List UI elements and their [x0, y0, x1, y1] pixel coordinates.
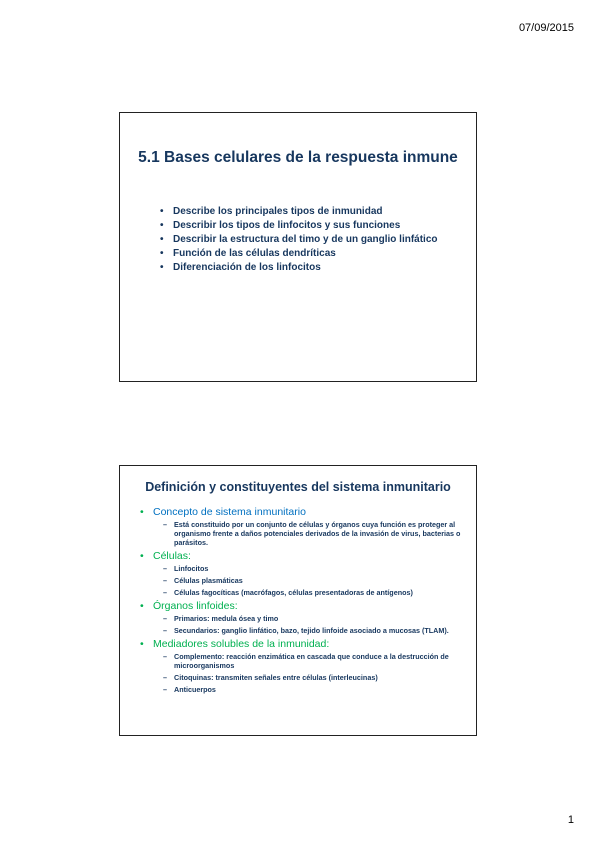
bullet-icon: •	[140, 550, 144, 562]
section-heading: Órganos linfoides:	[153, 600, 238, 612]
list-item: • Describe los principales tipos de inmunidad	[160, 205, 476, 219]
sub-list	[163, 614, 462, 635]
dash-icon: –	[163, 652, 167, 661]
sub-list	[163, 652, 462, 694]
list-item: • Función de las células dendríticas	[160, 247, 476, 261]
slide-2-title: Definición y constituyentes del sistema inmunitario	[145, 480, 451, 494]
section-heading: Mediadores solubles de la inmunidad:	[153, 638, 330, 650]
list-item: – Primarios: medula ósea y timo	[163, 614, 279, 623]
dash-icon: –	[163, 576, 167, 585]
slide-1-bullet-list	[160, 205, 476, 275]
list-item: • Diferenciación de los linfocitos	[160, 261, 476, 275]
section-concepto	[140, 506, 462, 547]
sub-list	[163, 520, 462, 547]
dash-icon: –	[163, 520, 167, 529]
sub-list	[163, 564, 462, 597]
section-mediadores	[140, 638, 462, 694]
page-number: 1	[567, 814, 574, 826]
list-item: – Células fagocíticas (macrófagos, células presentadoras de antígenos)	[163, 588, 413, 597]
section-heading: Células:	[153, 550, 191, 562]
slide-1-title: 5.1 Bases celulares de la respuesta inmune	[138, 149, 458, 166]
slide-2	[119, 465, 477, 736]
section-organos	[140, 600, 462, 635]
list-item: – Anticuerpos	[163, 685, 216, 694]
list-item: – Linfocitos	[163, 564, 209, 573]
list-item: • Describir los tipos de linfocitos y sus funciones	[160, 219, 476, 233]
section-celulas	[140, 550, 462, 597]
dash-icon: –	[163, 588, 167, 597]
date-header: 07/09/2015	[518, 22, 574, 34]
list-item: – Citoquinas: transmiten señales entre células (interleucinas)	[163, 673, 378, 682]
dash-icon: –	[163, 626, 167, 635]
list-item: – Secundarios: ganglio linfático, bazo, tejido linfoide asociado a mucosas (TLAM).	[163, 626, 449, 635]
list-item: – Está constituido por un conjunto de células y órganos cuya función es proteger al organismo frente a daños potenciales derivados de la invasión de virus, bacterias o parásitos.	[163, 520, 461, 547]
section-heading: Concepto de sistema inmunitario	[153, 506, 306, 518]
dash-icon: –	[163, 564, 167, 573]
list-item: • Describir la estructura del timo y de un ganglio linfático	[160, 233, 476, 247]
bullet-icon: •	[140, 638, 144, 650]
bullet-icon: •	[140, 506, 144, 518]
bullet-icon: •	[140, 600, 144, 612]
slide-1	[119, 112, 477, 382]
dash-icon: –	[163, 614, 167, 623]
dash-icon: –	[163, 673, 167, 682]
list-item: – Células plasmáticas	[163, 576, 243, 585]
dash-icon: –	[163, 685, 167, 694]
slide-2-content	[140, 506, 462, 694]
list-item: – Complemento: reacción enzimática en cascada que conduce a la destrucción de microorganismos	[163, 652, 449, 670]
